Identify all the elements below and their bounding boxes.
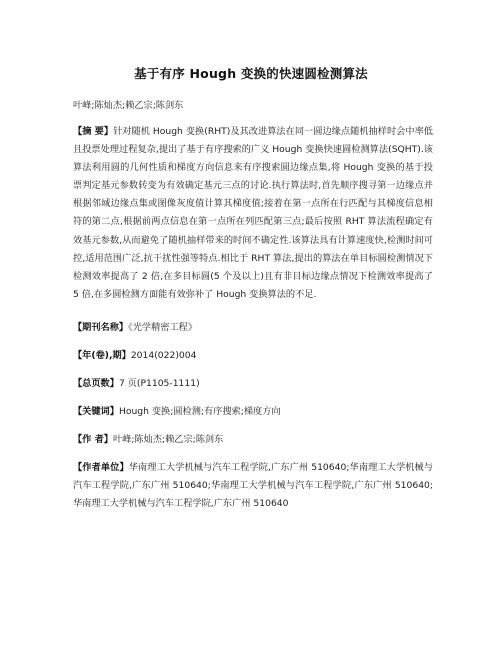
abstract-text: 针对随机 Hough 变换(RHT)及其改进算法在同一圆边缘点随机抽样时会中率低且投票处理过程复杂,提出了基于有序搜索的广义 Hough 变换快速圆检测算法(SQHT).该算法利用圆的几何性质和梯度方向信息来有序搜索圆边缘点集,将 Hough 变换的基于投票判定基元参数转变为有效确定基元三点的讨论.执行算法时,首先顺序搜寻第一边缘点并根据邻域边缘点集或图像灰度值计算其梯度值;接着在第一点所在行匹配与其梯度信息相符的第二点,根据前两点信息在第一点所在列匹配第三点;最后按照 RHT 算法流程确定有效基元参数,从而避免了随机抽样带来的时间不确定性.该算法具有计算速度快,检测时间可控,适用范围广泛,抗干扰性强等特点.相比于 RHT 算法,提出的算法在单目标圆检测情况下检测效率提高了 2 倍,在多目标圆(5 个及以上)且有非目标边缘点情况下检测效率提高了 5 倍,在多圆检测方面能有效弥补了 Hough 变换算法的不足. (73, 126, 433, 300)
abstract-label: 【摘 要】 (73, 126, 114, 137)
journal-value: 《光学精密工程》 (128, 322, 198, 333)
paper-authors: 叶峰;陈灿杰;赖乙宗;陈剑东 (73, 100, 184, 111)
paper-title: 基于有序 Hough 变换的快速圆检测算法 (134, 66, 368, 81)
affiliation-label: 【作者单位】 (73, 462, 129, 473)
abstract-section (73, 123, 433, 304)
pages-label: 【总页数】 (73, 378, 119, 389)
year-label: 【年(卷),期】 (73, 350, 131, 361)
author-field (73, 431, 433, 449)
author-label: 【作 者】 (73, 434, 113, 445)
journal-field (73, 319, 433, 337)
year-value: 2014(022)004 (130, 350, 197, 361)
affiliation-value: 华南理工大学机械与汽车工程学院,广东广州 510640;华南理工大学机械与汽车工程学院,广东广州 510640;华南理工大学机械与汽车工程学院,广东广州 510640;华南理工大学机械与汽车工程学院,广东广州 510640 (73, 462, 433, 510)
affiliation-field (73, 459, 433, 513)
keywords-value: Hough 变换;圆检测;有序搜索;梯度方向 (118, 406, 281, 417)
page-count-field (73, 375, 433, 393)
journal-label: 【期刊名称】 (73, 322, 129, 333)
author-value: 叶峰;陈灿杰;赖乙宗;陈剑东 (112, 434, 224, 445)
pages-value: 7 页(P1105-1111) (118, 378, 200, 389)
year-volume-issue-field (73, 347, 433, 365)
keywords-field (73, 403, 433, 421)
keywords-label: 【关键词】 (73, 406, 119, 417)
